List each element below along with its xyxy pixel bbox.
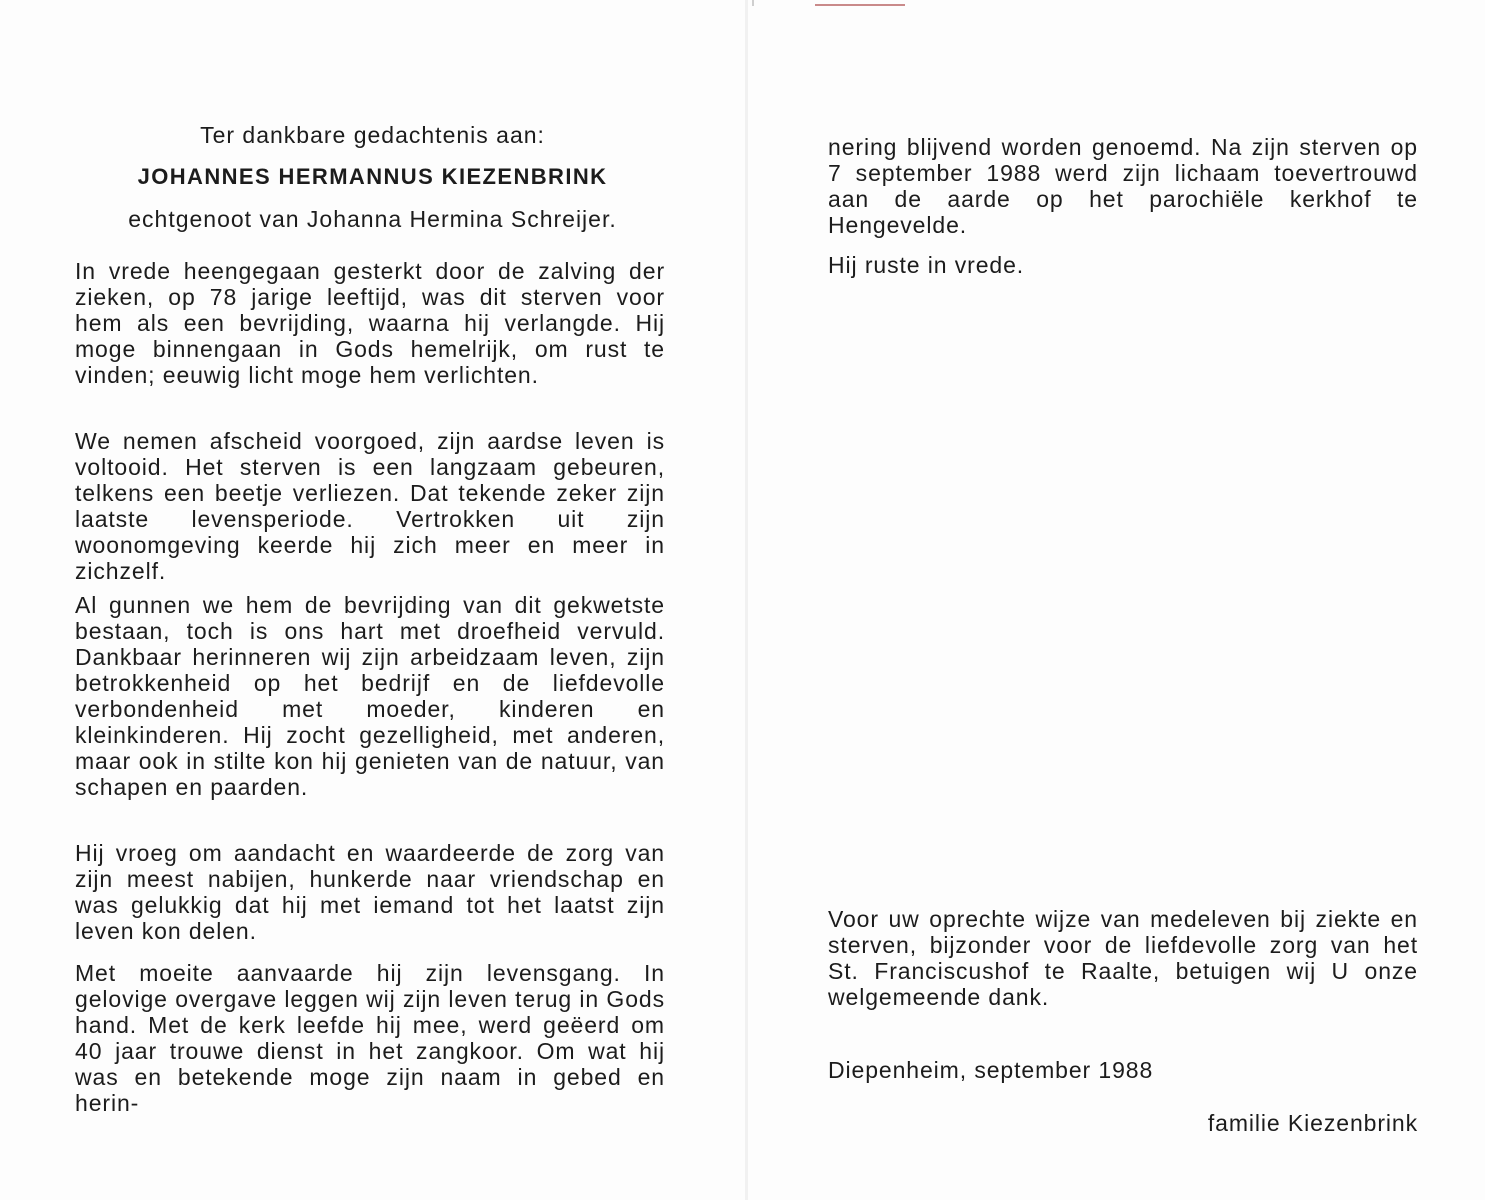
left-paragraph-1: In vrede heengegaan gesterkt door de zalving der zieken, op 78 jarige leeftijd, was dit sterven voor hem als een bevrijding, waarna hij verlangde. Hij moge binnengaan in Gods hemelrijk, om rust te vinden; eeuwig licht moge hem verlichten. bbox=[75, 258, 665, 388]
place-and-date: Diepenheim, september 1988 bbox=[828, 1057, 1154, 1083]
dedication-intro: Ter dankbare gedachtenis aan: bbox=[200, 122, 545, 148]
print-tick bbox=[752, 0, 754, 6]
spouse-line: echtgenoot van Johanna Hermina Schreijer. bbox=[128, 206, 617, 232]
family-signature: familie Kiezenbrink bbox=[1207, 1110, 1418, 1136]
deceased-name: JOHANNES HERMANNUS KIEZENBRINK bbox=[137, 164, 608, 189]
card-fold bbox=[745, 0, 748, 1200]
left-paragraph-4: Hij vroeg om aandacht en waardeerde de zorg van zijn meest nabijen, hunkerde naar vriendschap en was gelukkig dat hij met iemand tot het laatst zijn leven kon delen. bbox=[75, 840, 665, 944]
left-paragraph-2: We nemen afscheid voorgoed, zijn aardse leven is voltooid. Het sterven is een langzaam gebeuren, telkens een beetje verliezen. Dat tekende zeker zijn laatste levensperiode. Vertrokken uit zijn woonomgeving keerde hij zich meer en meer in zichzelf. bbox=[75, 428, 665, 584]
right-paragraph-1: nering blijvend worden genoemd. Na zijn sterven op 7 september 1988 werd zijn lichaam toevertrouwd aan de aarde op het parochiële kerkhof te Hengevelde. bbox=[828, 134, 1418, 238]
print-mark bbox=[815, 4, 905, 6]
left-paragraph-3: Al gunnen we hem de bevrijding van dit gekwetste bestaan, toch is ons hart met droefheid vervuld. Dankbaar herinneren wij zijn arbeidzaam leven, zijn betrokkenheid op het bedrijf en de liefdevolle verbondenheid met moeder, kinderen en kleinkinderen. Hij zocht gezelligheid, met anderen, maar ook in stilte kon hij genieten van de natuur, van schapen en paarden. bbox=[75, 592, 665, 800]
left-paragraph-5: Met moeite aanvaarde hij zijn levensgang. In gelovige overgave leggen wij zijn leven terug in Gods hand. Met de kerk leefde hij mee, werd geëerd om 40 jaar trouwe dienst in het zangkoor. Om wat hij was en betekende moge zijn naam in gebed en herin- bbox=[75, 960, 665, 1116]
rest-in-peace-line: Hij ruste in vrede. bbox=[828, 252, 1025, 278]
thanks-paragraph: Voor uw oprechte wijze van medeleven bij ziekte en sterven, bijzonder voor de liefdevolle zorg van het St. Franciscushof te Raalte, betuigen wij U onze welgemeende dank. bbox=[828, 906, 1418, 1010]
